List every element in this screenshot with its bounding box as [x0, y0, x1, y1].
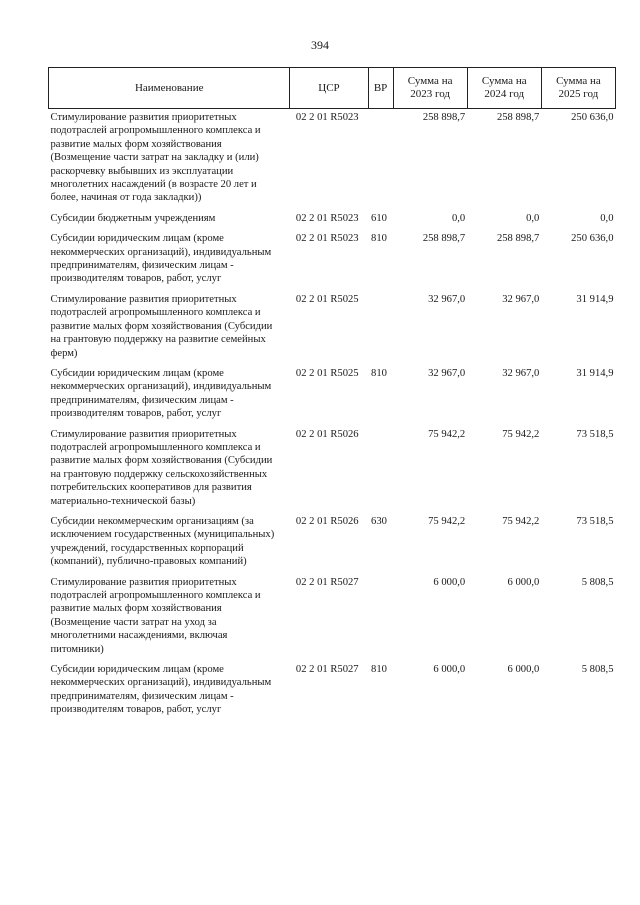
row-csr: 02 2 01 R5027: [295, 664, 359, 676]
table-body: [49, 109, 616, 724]
row-sum-2024: 258 898,7: [496, 233, 540, 245]
row-sum-2025: 250 636,0: [571, 233, 614, 245]
row-sum-2023: 6 000,0: [433, 576, 466, 588]
budget-table: [48, 67, 616, 724]
row-vr: 810: [371, 664, 387, 676]
row-vr: 810: [371, 233, 387, 245]
row-vr: [368, 576, 393, 663]
row-name: Субсидии юридическим лицам (кроме некоммерческих организаций), индивидуальным предпринимателям, физическим лицам - производителям товаров, работ, услуг: [50, 367, 272, 420]
row-name: Субсидии бюджетным учреждениям: [50, 212, 216, 224]
table-row: [49, 428, 616, 515]
header-sum-2023: Сумма на 2023 год: [393, 68, 467, 109]
row-sum-2023: 0,0: [451, 212, 466, 224]
row-sum-2025: 5 808,5: [581, 576, 614, 588]
row-sum-2025: 5 808,5: [581, 664, 614, 676]
row-sum-2025: 73 518,5: [576, 428, 614, 440]
row-vr: 630: [371, 515, 387, 527]
row-sum-2024: 0,0: [526, 212, 540, 224]
header-sum-2024: Сумма на 2024 год: [467, 68, 541, 109]
row-csr: 02 2 01 R5025: [295, 293, 359, 305]
row-vr: [368, 428, 393, 515]
row-sum-2024: 75 942,2: [502, 428, 540, 440]
row-sum-2023: 258 898,7: [422, 112, 466, 123]
page-number: 394: [311, 38, 329, 52]
row-name: Стимулирование развития приоритетных подотраслей агропромышленного комплекса и развитие малых форм хозяйствования (Возмещение части затрат на уход за многолетними насаждениями, включая питомники): [50, 576, 261, 655]
row-vr: 810: [371, 367, 387, 379]
row-vr: 610: [371, 212, 387, 224]
row-csr: 02 2 01 R5026: [295, 515, 359, 527]
row-csr: 02 2 01 R5025: [295, 367, 359, 379]
row-csr: 02 2 01 R5026: [295, 428, 359, 440]
header-csr: ЦСР: [290, 68, 368, 109]
header-vr: ВР: [368, 68, 393, 109]
row-sum-2023: 258 898,7: [422, 233, 466, 245]
table-row: [49, 232, 616, 293]
row-sum-2025: 31 914,9: [576, 367, 614, 379]
row-sum-2024: 75 942,2: [502, 515, 540, 527]
header-name: Наименование: [49, 68, 290, 109]
row-sum-2023: 32 967,0: [428, 293, 466, 305]
row-sum-2023: 6 000,0: [433, 664, 466, 676]
row-vr: [368, 109, 393, 212]
row-vr: [368, 293, 393, 367]
row-csr: 02 2 01 R5023: [295, 212, 359, 224]
row-sum-2023: 75 942,2: [428, 515, 466, 527]
row-csr: 02 2 01 R5023: [295, 233, 359, 245]
row-name: Субсидии некоммерческим организациям (за исключением государственных (муниципальных) учреждений, государственных корпораций (компаний), публично-правовых компаний): [50, 515, 275, 568]
table-row: [49, 367, 616, 428]
table-row: [49, 515, 616, 576]
row-csr: 02 2 01 R5027: [295, 576, 359, 588]
row-sum-2024: 6 000,0: [507, 576, 540, 588]
row-sum-2024: 258 898,7: [496, 112, 540, 123]
header-sum-2025: Сумма на 2025 год: [541, 68, 615, 109]
table-row: [49, 663, 616, 724]
row-sum-2023: 32 967,0: [428, 367, 466, 379]
row-sum-2024: 32 967,0: [502, 293, 540, 305]
row-name: Субсидии юридическим лицам (кроме некоммерческих организаций), индивидуальным предпринимателям, физическим лицам - производителям товаров, работ, услуг: [50, 233, 272, 285]
row-sum-2025: 73 518,5: [576, 515, 614, 527]
table-row: [49, 109, 616, 212]
row-sum-2025: 31 914,9: [576, 293, 614, 305]
table-header: [49, 68, 616, 109]
row-sum-2025: 250 636,0: [571, 112, 614, 123]
row-sum-2025: 0,0: [600, 212, 614, 224]
row-name: Стимулирование развития приоритетных подотраслей агропромышленного комплекса и развитие малых форм хозяйствования (Субсидии на грантовую поддержку на развитие семейных ферм): [50, 293, 273, 359]
table-row: [49, 576, 616, 663]
row-sum-2024: 6 000,0: [507, 664, 540, 676]
row-name: Субсидии юридическим лицам (кроме некоммерческих организаций), индивидуальным предпринимателям, физическим лицам - производителям товаров, работ, услуг: [50, 664, 272, 716]
table-row: [49, 293, 616, 367]
row-name: Стимулирование развития приоритетных подотраслей агропромышленного комплекса и развитие малых форм хозяйствования (Возмещение части затрат на закладку и (или) раскорчевку выбывших из эксплуатации многолетних насаждений (в возрасте 20 лет и более, начиная от года закладки)): [50, 112, 261, 204]
row-csr: 02 2 01 R5023: [295, 112, 359, 123]
row-sum-2024: 32 967,0: [502, 367, 540, 379]
row-sum-2023: 75 942,2: [428, 428, 466, 440]
row-name: Стимулирование развития приоритетных подотраслей агропромышленного комплекса и развитие малых форм хозяйствования (Субсидии на грантовую поддержку сельскохозяйственных потребительских кооперативов для развития материально-технической базы): [50, 428, 273, 507]
table-row: [49, 212, 616, 232]
